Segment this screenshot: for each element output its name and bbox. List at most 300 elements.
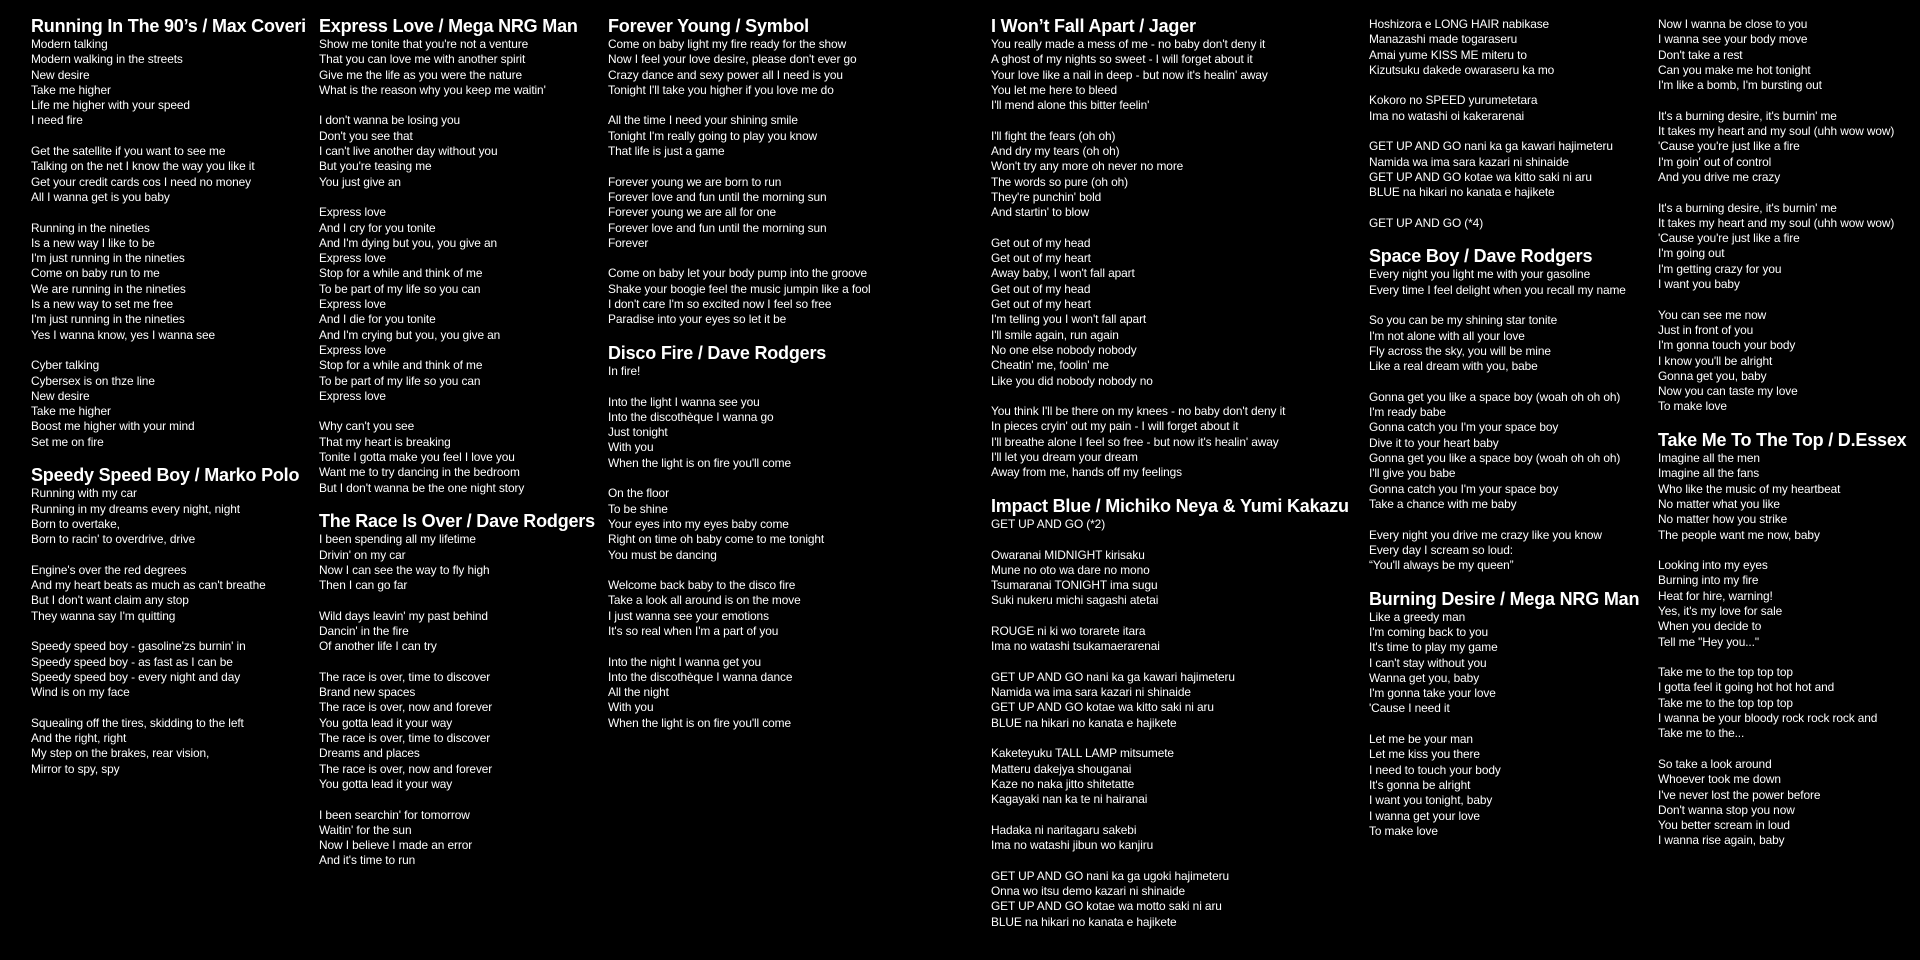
lyric-stanza: [31, 144, 306, 205]
lyrics-column-5: [1369, 17, 1639, 854]
lyric-line: Take me higher: [31, 82, 111, 97]
lyric-line: You really made a mess of me - no baby don't deny it: [991, 37, 1266, 51]
lyric-line: I gotta feel it going hot hot hot and: [1658, 680, 1835, 695]
lyric-line: Owaranai MIDNIGHT kirisaku: [991, 547, 1145, 562]
lyric-line: A ghost of my nights so sweet - I will forget about it: [991, 52, 1253, 67]
lyric-line: But I don't want claim any stop: [31, 593, 189, 608]
lyric-line: Cyber talking: [31, 358, 100, 373]
lyric-stanza: [1369, 528, 1639, 574]
lyric-line: Now I feel your love desire, please don't ever go: [608, 52, 857, 67]
lyric-stanza: [1658, 109, 1906, 185]
lyric-line: And the right, right: [31, 731, 127, 746]
lyric-line: I need fire: [31, 113, 83, 128]
lyrics-column-6: [1658, 17, 1906, 864]
lyric-line: Running in my dreams every night, night: [31, 501, 240, 516]
lyric-line: Get out of my head: [991, 235, 1091, 250]
lyric-line: Give me the life as you were the nature: [319, 67, 522, 82]
lyric-line: Shake your boogie feel the music jumpin like a fool: [608, 281, 871, 296]
lyric-line: Yes, it's my love for sale: [1658, 603, 1783, 618]
lyrics-column-1: [31, 16, 306, 792]
song-title: Space Boy / Dave Rodgers: [1369, 246, 1593, 267]
lyric-line: I've never lost the power before: [1658, 787, 1821, 802]
lyric-line: Let me kiss you there: [1369, 747, 1480, 762]
lyric-line: Gonna catch you I'm your space boy: [1369, 420, 1559, 435]
lyric-line: Now I believe I made an error: [319, 838, 473, 853]
lyric-line: Won't try any more oh never no more: [991, 159, 1184, 174]
lyric-line: GET UP AND GO (*2): [991, 516, 1106, 531]
lyric-line: I'll give you babe: [1369, 466, 1456, 481]
lyric-stanza: [991, 869, 1349, 930]
lyric-line: You think I'll be there on my knees - no baby don't deny it: [991, 404, 1286, 419]
lyric-line: But you're teasing me: [319, 159, 432, 174]
lyric-line: It takes my heart and my soul (uhh wow wow): [1658, 124, 1895, 139]
lyric-line: Kagayaki nan ka te ni hairanai: [991, 792, 1148, 807]
lyric-line: Yes I wanna know, yes I wanna see: [31, 327, 215, 342]
lyric-line: They're punchin' bold: [991, 189, 1102, 204]
lyric-line: Every time I feel delight when you recall my name: [1369, 282, 1626, 297]
lyric-stanza: [991, 624, 1349, 655]
lyric-line: Cheatin' me, foolin' me: [991, 358, 1109, 373]
lyric-line: Speedy speed boy - gasoline'zs burnin' in: [31, 639, 246, 654]
lyric-line: 'Cause you're just like a fire: [1658, 231, 1800, 246]
lyric-stanza: [1658, 201, 1906, 293]
lyric-line: Dive it to your heart baby: [1369, 435, 1499, 450]
lyric-line: You gotta lead it your way: [319, 715, 453, 730]
lyric-line: Come on baby let your body pump into the groove: [608, 266, 868, 281]
lyric-line: And you drive me crazy: [1658, 169, 1781, 184]
lyric-line: Get out of my heart: [991, 251, 1091, 266]
lyric-line: Engine's over the red degrees: [31, 562, 187, 577]
lyric-line: When the light is on fire you'll come: [608, 455, 791, 470]
lyric-line: Whoever took me down: [1658, 772, 1781, 787]
lyric-stanza: [991, 746, 1349, 807]
lyric-line: And my heart beats as much as can't breathe: [31, 578, 266, 593]
lyric-line: All the time I need your shining smile: [608, 113, 798, 128]
lyric-line: I want you tonight, baby: [1369, 793, 1493, 808]
song-title: Express Love / Mega NRG Man: [319, 16, 578, 36]
lyric-line: Take a look all around is on the move: [608, 593, 801, 608]
lyric-stanza: [1369, 267, 1639, 298]
lyric-line: ROUGE ni ki wo torarete itara: [991, 623, 1146, 638]
lyric-line: It's so real when I'm a part of you: [608, 623, 779, 638]
lyric-line: I'll let you dream your dream: [991, 450, 1138, 465]
lyric-line: I just wanna see your emotions: [608, 608, 769, 623]
lyric-line: Every night you light me with your gasoline: [1369, 267, 1591, 282]
lyric-line: Why can't you see: [319, 419, 415, 434]
lyric-line: Squealing off the tires, skidding to the left: [31, 715, 244, 730]
lyric-line: Matteru dakejya shouganai: [991, 761, 1132, 776]
lyric-line: The race is over, time to discover: [319, 731, 491, 746]
song-block: [1658, 17, 1906, 415]
lyric-line: Who like the music of my heartbeat: [1658, 481, 1841, 496]
song-block: [319, 511, 595, 869]
lyric-stanza: [608, 395, 871, 471]
lyric-stanza: [319, 205, 595, 404]
lyric-line: I'll mend alone this bitter feelin': [991, 98, 1150, 113]
lyric-stanza: [1658, 308, 1906, 415]
lyric-line: Take me higher: [31, 404, 111, 419]
lyric-line: Kaze no naka jitto shitetatte: [991, 776, 1135, 791]
lyric-line: Tsumaranai TONIGHT ima sugu: [991, 578, 1158, 593]
lyric-line: Kizutsuku dakede owaraseru ka mo: [1369, 62, 1555, 77]
lyric-line: Away baby, I won't fall apart: [991, 266, 1135, 281]
lyric-line: To make love: [1369, 823, 1438, 838]
lyric-stanza: [608, 578, 871, 639]
lyric-line: But I don't wanna be the one night story: [319, 480, 525, 495]
lyric-line: Like a real dream with you, babe: [1369, 359, 1538, 374]
lyric-line: Ima no watashi jibun wo kanjiru: [991, 838, 1154, 853]
lyric-line: Dreams and places: [319, 746, 420, 761]
lyric-line: Forever love and fun until the morning sun: [608, 189, 827, 204]
lyric-line: I don't care I'm so excited now I feel so free: [608, 297, 832, 312]
lyric-line: Don't wanna stop you now: [1658, 802, 1795, 817]
song-block: [319, 16, 595, 496]
lyric-line: The race is over, time to discover: [319, 669, 491, 684]
lyric-line: New desire: [31, 388, 90, 403]
lyric-line: Into the light I wanna see you: [608, 394, 760, 409]
lyric-stanza: [319, 37, 595, 98]
lyric-stanza: [1369, 732, 1639, 839]
lyric-line: Let me be your man: [1369, 732, 1473, 747]
lyric-line: Take me to the...: [1658, 726, 1745, 741]
song-block: [1369, 246, 1639, 573]
lyric-line: When you decide to: [1658, 619, 1762, 634]
lyric-line: Born to overtake,: [31, 516, 120, 531]
lyrics-column-4: [991, 16, 1349, 945]
lyric-line: Wind is on my face: [31, 685, 130, 700]
lyric-line: Looking into my eyes: [1658, 558, 1768, 573]
lyric-line: Kokoro no SPEED yurumetetara: [1369, 93, 1538, 108]
lyric-line: I'm like a bomb, I'm bursting out: [1658, 78, 1822, 93]
lyric-line: And dry my tears (oh oh): [991, 144, 1120, 159]
lyric-line: Just in front of you: [1658, 322, 1754, 337]
lyric-line: Don't take a rest: [1658, 47, 1743, 62]
lyric-line: I can't stay without you: [1369, 655, 1487, 670]
lyric-line: Kaketeyuku TALL LAMP mitsumete: [991, 746, 1174, 761]
lyric-line: “You'll always be my queen”: [1369, 558, 1514, 573]
lyric-stanza: [1369, 216, 1639, 231]
lyric-line: GET UP AND GO nani ka ga ugoki hajimeteru: [991, 868, 1230, 883]
lyric-stanza: [1658, 665, 1906, 741]
lyric-line: Come on baby run to me: [31, 266, 160, 281]
lyric-line: So take a look around: [1658, 756, 1772, 771]
lyric-line: Gonna get you, baby: [1658, 368, 1767, 383]
lyric-stanza: [1369, 390, 1639, 512]
lyric-line: GET UP AND GO nani ka ga kawari hajimeteru: [1369, 139, 1613, 154]
lyric-line: Paradise into your eyes so let it be: [608, 312, 787, 327]
lyric-line: Can you make me hot tonight: [1658, 62, 1811, 77]
lyric-line: Amai yume KISS ME miteru to: [1369, 47, 1527, 62]
lyric-stanza: [1369, 139, 1639, 200]
lyric-line: Wanna get you, baby: [1369, 670, 1480, 685]
lyric-line: I'm ready babe: [1369, 405, 1446, 420]
lyric-line: Welcome back baby to the disco fire: [608, 578, 796, 593]
lyric-stanza: [608, 113, 871, 159]
lyric-stanza: [31, 486, 306, 547]
lyric-line: Like you did nobody nobody no: [991, 373, 1153, 388]
song-block: [1369, 17, 1639, 231]
lyric-line: And startin' to blow: [991, 205, 1090, 220]
lyric-line: The words so pure (oh oh): [991, 174, 1128, 189]
lyric-line: Express love: [319, 251, 386, 266]
lyric-line: I know you'll be alright: [1658, 353, 1773, 368]
lyric-line: I'm going out: [1658, 246, 1725, 261]
lyric-stanza: [1658, 17, 1906, 93]
lyric-line: Brand new spaces: [319, 685, 416, 700]
lyric-stanza: [991, 548, 1349, 609]
lyric-line: I'm gonna take your love: [1369, 686, 1496, 701]
lyric-line: No matter how you strike: [1658, 512, 1788, 527]
song-title: Burning Desire / Mega NRG Man: [1369, 588, 1640, 609]
lyric-line: Dancin' in the fire: [319, 623, 409, 638]
song-block: [1658, 430, 1906, 849]
lyric-line: It's a burning desire, it's burnin' me: [1658, 108, 1837, 123]
lyric-line: Show me tonite that you're not a venture: [319, 37, 529, 51]
lyric-line: We are running in the nineties: [31, 281, 186, 296]
lyric-line: Take me to the top top top: [1658, 665, 1793, 680]
song-block: [608, 343, 871, 731]
lyric-line: Is a new way to set me free: [31, 297, 174, 312]
lyric-line: I'll fight the fears (oh oh): [991, 128, 1116, 143]
lyric-line: Waitin' for the sun: [319, 822, 412, 837]
lyric-line: The race is over, now and forever: [319, 700, 493, 715]
lyric-stanza: [1369, 93, 1639, 124]
lyric-line: Mirror to spy, spy: [31, 761, 120, 776]
lyric-line: GET UP AND GO kotae wa kitto saki ni aru: [1369, 169, 1592, 184]
lyric-line: Want me to try dancing in the bedroom: [319, 465, 520, 480]
lyric-line: I'm gonna touch your body: [1658, 338, 1796, 353]
lyric-line: Suki nukeru michi sagashi atetai: [991, 593, 1159, 608]
lyric-line: I'm not alone with all your love: [1369, 328, 1525, 343]
lyric-line: To be shine: [608, 501, 668, 516]
lyric-line: I can't live another day without you: [319, 144, 498, 159]
lyric-line: GET UP AND GO (*4): [1369, 215, 1484, 230]
lyric-line: Stop for a while and think of me: [319, 358, 483, 373]
lyric-line: Gonna catch you I'm your space boy: [1369, 481, 1559, 496]
lyric-stanza: [608, 655, 871, 731]
lyric-line: That my heart is breaking: [319, 434, 451, 449]
lyric-line: Get out of my head: [991, 281, 1091, 296]
lyric-line: And I'm crying but you, you give an: [319, 327, 501, 342]
lyric-line: Now you can taste my love: [1658, 384, 1798, 399]
lyric-stanza: [991, 236, 1349, 389]
song-title: Speedy Speed Boy / Marko Polo: [31, 465, 300, 486]
lyric-line: I wanna see your body move: [1658, 32, 1808, 47]
lyric-line: Get out of my heart: [991, 297, 1091, 312]
lyric-line: Imagine all the men: [1658, 451, 1760, 466]
lyric-line: 'Cause I need it: [1369, 701, 1450, 716]
lyric-line: I need to touch your body: [1369, 762, 1501, 777]
lyric-line: Onna wo itsu demo kazari ni shinaide: [991, 884, 1186, 899]
lyrics-column-3: [608, 16, 871, 746]
lyric-line: They wanna say I'm quitting: [31, 608, 176, 623]
lyric-line: I been spending all my lifetime: [319, 532, 476, 547]
lyric-stanza: [1658, 451, 1906, 543]
lyric-stanza: [608, 37, 871, 98]
lyric-line: To be part of my life so you can: [319, 281, 481, 296]
lyric-line: I don't wanna be losing you: [319, 113, 461, 128]
lyric-stanza: [31, 358, 306, 450]
lyric-line: And it's time to run: [319, 853, 416, 868]
lyric-line: I want you baby: [1658, 277, 1740, 292]
lyric-stanza: [991, 670, 1349, 731]
lyric-line: Forever young we are born to run: [608, 174, 782, 189]
lyric-line: On the floor: [608, 486, 669, 501]
lyric-line: I'm getting crazy for you: [1658, 261, 1782, 276]
lyric-line: Imagine all the fans: [1658, 466, 1760, 481]
lyric-line: Ima no watashi tsukamaerarenai: [991, 639, 1160, 654]
lyric-line: I'm just running in the nineties: [31, 312, 185, 327]
lyric-line: Modern talking: [31, 37, 108, 51]
lyric-line: I'm telling you I won't fall apart: [991, 312, 1147, 327]
lyric-line: Ima no watashi oi kakerarenai: [1369, 108, 1525, 123]
lyric-line: 'Cause you're just like a fire: [1658, 139, 1800, 154]
lyric-line: You just give an: [319, 174, 401, 189]
lyric-line: Just tonight: [608, 425, 668, 440]
lyric-line: And I die for you tonite: [319, 312, 436, 327]
lyric-line: Is a new way I like to be: [31, 235, 155, 250]
lyric-line: I'm goin' out of control: [1658, 154, 1772, 169]
lyric-line: No matter what you like: [1658, 496, 1780, 511]
lyric-line: I wanna rise again, baby: [1658, 833, 1785, 848]
lyric-line: Gonna get you like a space boy (woah oh oh oh): [1369, 451, 1621, 466]
song-title: Disco Fire / Dave Rodgers: [608, 342, 827, 363]
lyric-line: No one else nobody nobody: [991, 342, 1137, 357]
lyric-line: I'll smile again, run again: [991, 327, 1119, 342]
lyric-stanza: [608, 364, 871, 379]
lyric-line: Wild days leavin' my past behind: [319, 608, 488, 623]
lyric-line: Don't you see that: [319, 128, 413, 143]
lyric-stanza: [1369, 17, 1639, 78]
lyric-line: Cybersex is on thze line: [31, 373, 155, 388]
lyric-line: Take me to the top top top: [1658, 695, 1793, 710]
lyric-line: Running with my car: [31, 486, 137, 501]
lyric-line: Right on time oh baby come to me tonight: [608, 532, 825, 547]
lyric-line: GET UP AND GO kotae wa motto saki ni aru: [991, 899, 1222, 914]
lyric-stanza: [319, 532, 595, 593]
lyric-line: Namida wa ima sara kazari ni shinaide: [991, 685, 1191, 700]
lyric-line: Now I can see the way to fly high: [319, 562, 490, 577]
song-title: I Won’t Fall Apart / Jager: [991, 16, 1196, 36]
lyric-line: My step on the brakes, rear vision,: [31, 746, 210, 761]
song-title: Forever Young / Symbol: [608, 16, 809, 36]
lyric-line: BLUE na hikari no kanata e hajikete: [991, 914, 1177, 929]
song-title: The Race Is Over / Dave Rodgers: [319, 511, 595, 532]
lyric-line: Life me higher with your speed: [31, 98, 190, 113]
lyric-line: That life is just a game: [608, 144, 725, 159]
lyric-line: And I'm dying but you, you give an: [319, 235, 498, 250]
lyric-stanza: [31, 716, 306, 777]
lyric-line: When the light is on fire you'll come: [608, 715, 791, 730]
song-block: [1369, 589, 1639, 839]
lyric-line: What is the reason why you keep me waitin': [319, 82, 546, 97]
lyric-line: Express love: [319, 342, 386, 357]
lyric-line: Speedy speed boy - as fast as I can be: [31, 654, 233, 669]
lyric-stanza: [991, 37, 1349, 113]
lyric-stanza: [31, 37, 306, 129]
lyric-line: Into the discothèque I wanna dance: [608, 669, 793, 684]
lyric-line: I been searchin' for tomorrow: [319, 807, 470, 822]
lyric-line: It's a burning desire, it's burnin' me: [1658, 200, 1837, 215]
lyric-line: To be part of my life so you can: [319, 373, 481, 388]
lyric-line: With you: [608, 440, 654, 455]
lyric-line: Away from me, hands off my feelings: [991, 465, 1183, 480]
lyric-line: Your eyes into my eyes baby come: [608, 516, 789, 531]
lyric-line: Tonite I gotta make you feel I love you: [319, 450, 515, 465]
lyric-line: Come on baby light my fire ready for the show: [608, 37, 847, 51]
lyric-line: All the night: [608, 685, 669, 700]
lyric-line: Now I wanna be close to you: [1658, 17, 1808, 31]
lyric-line: Running in the nineties: [31, 220, 150, 235]
lyric-line: Every day I scream so loud:: [1369, 542, 1514, 557]
lyric-line: GET UP AND GO kotae wa kitto saki ni aru: [991, 700, 1214, 715]
lyric-line: Stop for a while and think of me: [319, 266, 483, 281]
lyric-line: It takes my heart and my soul (uhh wow wow): [1658, 215, 1895, 230]
lyric-line: In pieces cryin' out my pain - I will forget about it: [991, 419, 1239, 434]
lyric-line: BLUE na hikari no kanata e hajikete: [991, 715, 1177, 730]
lyric-line: Into the discothèque I wanna go: [608, 409, 774, 424]
lyric-stanza: [1369, 610, 1639, 717]
lyric-line: All I wanna get is you baby: [31, 189, 170, 204]
lyric-stanza: [319, 808, 595, 869]
lyric-line: Take a chance with me baby: [1369, 496, 1517, 511]
lyric-line: So you can be my shining star tonite: [1369, 313, 1558, 328]
song-block: [31, 465, 306, 777]
song-block: [991, 16, 1349, 481]
lyric-line: Of another life I can try: [319, 639, 437, 654]
lyric-line: Get the satellite if you want to see me: [31, 144, 226, 159]
lyric-line: That you can love me with another spirit: [319, 52, 526, 67]
lyric-line: BLUE na hikari no kanata e hajikete: [1369, 185, 1555, 200]
song-title: Impact Blue / Michiko Neya & Yumi Kakazu: [991, 495, 1349, 516]
lyric-stanza: [608, 266, 871, 327]
song-title: Take Me To The Top / D.Essex: [1658, 430, 1907, 451]
lyric-stanza: [319, 113, 595, 189]
lyrics-column-2: [319, 16, 595, 884]
lyric-stanza: [31, 563, 306, 624]
lyric-line: To make love: [1658, 399, 1727, 414]
lyric-line: I wanna get your love: [1369, 808, 1480, 823]
lyric-line: With you: [608, 700, 654, 715]
lyric-line: I'm coming back to you: [1369, 624, 1489, 639]
lyric-line: Fly across the sky, you will be mine: [1369, 343, 1551, 358]
lyric-line: You better scream in loud: [1658, 818, 1790, 833]
lyric-line: Tell me "Hey you...": [1658, 634, 1759, 649]
lyric-line: Tonight I'm really going to play you know: [608, 128, 818, 143]
lyric-line: Drivin' on my car: [319, 547, 406, 562]
lyric-line: Express love: [319, 205, 386, 220]
lyric-line: I'm just running in the nineties: [31, 251, 185, 266]
lyric-stanza: [319, 670, 595, 792]
song-block: [31, 16, 306, 450]
lyric-line: Then I can go far: [319, 578, 408, 593]
lyric-stanza: [991, 517, 1349, 532]
lyric-line: The race is over, now and forever: [319, 761, 493, 776]
lyric-line: You must be dancing: [608, 547, 717, 562]
lyric-line: Forever love and fun until the morning sun: [608, 220, 827, 235]
lyric-line: Into the night I wanna get you: [608, 654, 762, 669]
lyric-line: Every night you drive me crazy like you know: [1369, 527, 1602, 542]
lyric-line: Forever: [608, 235, 649, 250]
lyric-line: You can see me now: [1658, 307, 1767, 322]
lyric-stanza: [31, 639, 306, 700]
lyric-stanza: [1658, 757, 1906, 849]
song-block: [608, 16, 871, 328]
lyric-line: Express love: [319, 388, 386, 403]
lyric-line: Speedy speed boy - every night and day: [31, 669, 241, 684]
lyric-line: Your love like a nail in deep - but now it's healin' away: [991, 67, 1268, 82]
lyric-line: You gotta lead it your way: [319, 776, 453, 791]
